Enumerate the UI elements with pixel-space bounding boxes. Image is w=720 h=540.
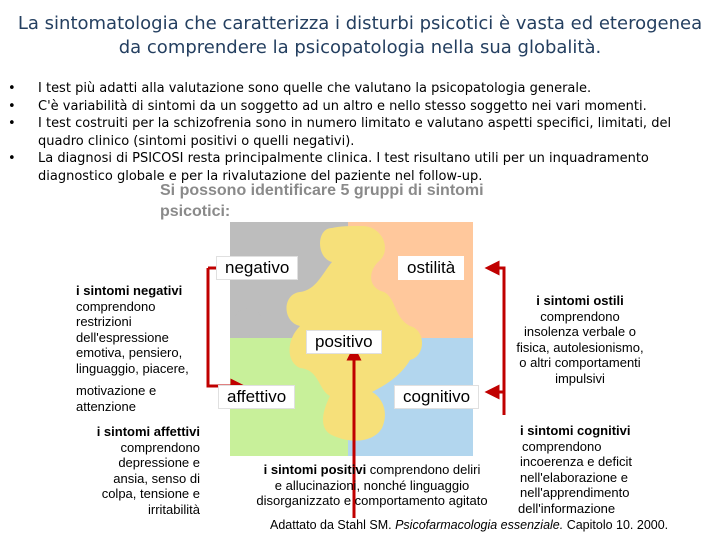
bullet-text: I test costruiti per la schizofrenia sono in numero limitato e valutano aspetti specifici, limitati, del quadro clinico (sintomi positivi o quelli negativi). <box>38 116 672 149</box>
desc-positivi-heading: i sintomi positivi <box>263 462 367 477</box>
desc-line: comprendono <box>120 439 200 455</box>
subtitle-line-2: psicotici: <box>160 203 231 220</box>
desc-cognitivi-heading: i sintomi cognitivi <box>520 423 631 438</box>
desc-affettivi <box>62 424 200 517</box>
desc-line: comprendono <box>540 308 620 324</box>
label-negativo: negativo <box>216 256 298 280</box>
desc-line: ansia, senso di <box>113 470 200 486</box>
desc-line: nell'elaborazione e <box>520 469 629 485</box>
desc-ostili <box>496 293 664 386</box>
citation-prefix: Adattato da Stahl SM. <box>270 518 396 532</box>
citation-title: Psicofarmacologia essenziale. <box>395 518 564 532</box>
desc-line: colpa, tensione e <box>101 486 200 501</box>
desc-line: attenzione <box>76 398 136 414</box>
desc-line: o altri comportamenti <box>519 355 641 370</box>
desc-line: insolenza verbale o <box>523 324 637 339</box>
desc-line: comprendono <box>76 298 156 314</box>
desc-line: dell'espressione <box>76 329 169 345</box>
bullet-dot: • <box>8 81 16 96</box>
puzzle-knob <box>234 344 262 372</box>
desc-line: e allucinazioni, nonché linguaggio <box>274 477 470 493</box>
desc-line: disorganizzato e comportamento agitato <box>256 493 488 508</box>
bullet-dot: • <box>8 116 16 131</box>
puzzle-knob <box>234 308 262 336</box>
label-ostilita: ostilità <box>398 256 464 280</box>
desc-positivi-rest: comprendono deliri <box>366 462 481 477</box>
citation-suffix: Capitolo 10. 2000. <box>563 518 669 532</box>
desc-line: fisica, autolesionismo, <box>516 339 644 355</box>
desc-line: irritabilità <box>147 501 200 517</box>
desc-line: emotiva, pensiero, <box>76 345 183 360</box>
puzzle-knob <box>444 308 472 336</box>
desc-line: depressione e <box>118 455 200 470</box>
desc-negativi <box>76 283 216 414</box>
desc-ostili-heading: i sintomi ostili <box>536 293 624 308</box>
label-affettivo: affettivo <box>218 385 295 409</box>
desc-line: restrizioni <box>76 314 132 329</box>
desc-line: dell'informazione <box>518 500 616 516</box>
desc-line: nell'apprendimento <box>520 485 630 500</box>
desc-positivi <box>232 462 512 509</box>
desc-cognitivi <box>516 423 666 516</box>
title-line-1: La sintomatologia che caratterizza i disturbi psicotici è vasta ed eterogenea <box>17 13 703 34</box>
desc-line: impulsivi <box>555 370 605 386</box>
desc-line: linguaggio, piacere, <box>76 360 189 376</box>
desc-line: motivazione e <box>76 383 157 398</box>
subtitle-line-1: Si possono identificare 5 gruppi di sintomi <box>160 182 484 199</box>
label-positivo: positivo <box>306 330 382 354</box>
desc-line: incoerenza e deficit <box>520 454 633 469</box>
bullet-dot: • <box>8 98 16 114</box>
desc-line: comprendono <box>522 438 602 454</box>
bullet-dot: • <box>8 151 16 166</box>
label-cognitivo: cognitivo <box>394 385 479 409</box>
puzzle-knob <box>444 344 472 372</box>
title-line-2: da comprendere la psicopatologia nella sua globalità. <box>118 37 602 58</box>
desc-negativi-heading: i sintomi negativi <box>76 283 183 298</box>
bullet-text: I test più adatti alla valutazione sono quelle che valutano la psicopatologia generale. <box>38 81 592 96</box>
citation <box>270 518 668 533</box>
bullet-text: La diagnosi di PSICOSI resta principalmente clinica. I test risultano utili per un inquadramento diagnostico globale e per la rivalutazione del paziente nel follow-up. <box>38 151 649 184</box>
bullet-text: C'è variabilità di sintomi da un soggetto ad un altro e nello stesso soggetto nei vari momenti. <box>38 98 647 114</box>
desc-affettivi-heading: i sintomi affettivi <box>96 424 200 439</box>
